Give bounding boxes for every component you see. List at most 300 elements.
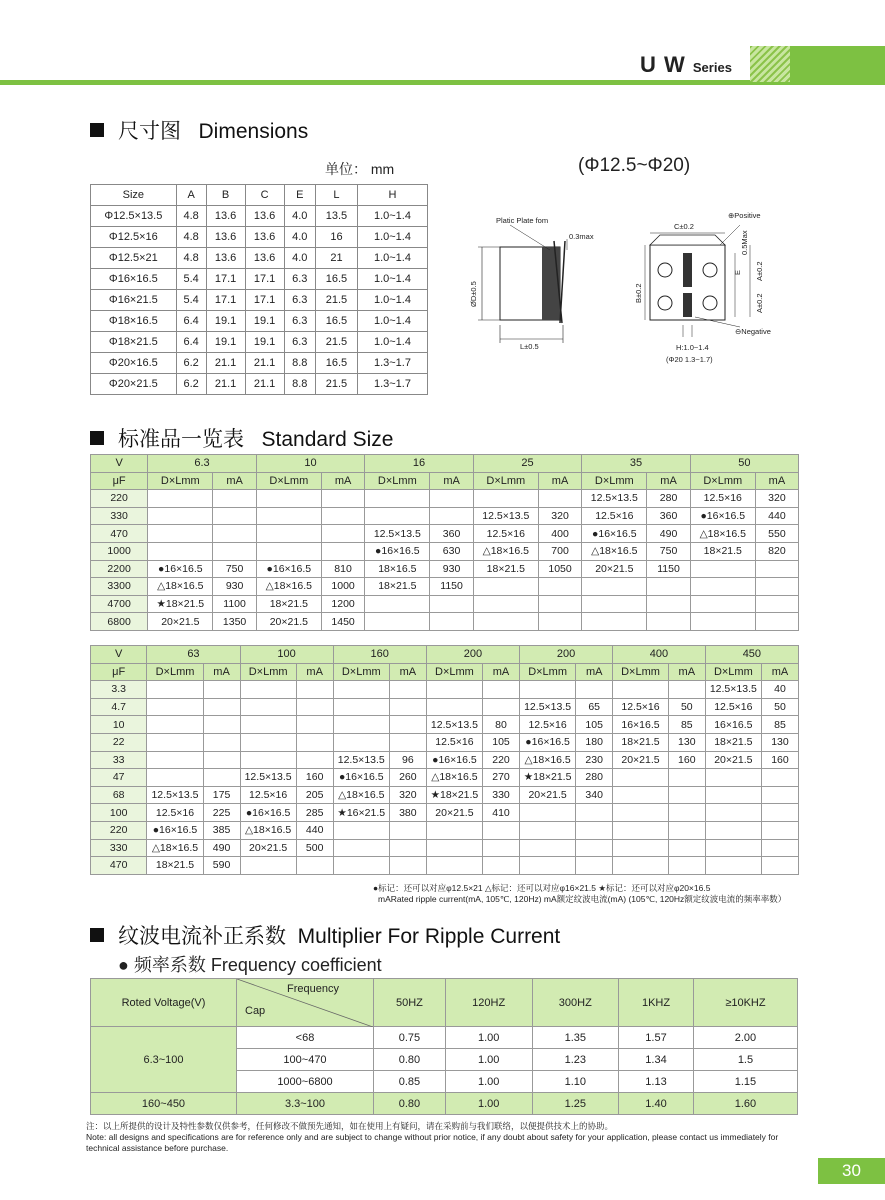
table-cell: ●16×16.5 xyxy=(365,542,430,560)
table-cell: 12.5×13.5 xyxy=(705,681,761,699)
table-cell xyxy=(668,769,705,787)
table-cell: 21.1 xyxy=(206,353,245,374)
table-cell: 2200 xyxy=(91,560,148,578)
sub-header: D×Lmm xyxy=(613,663,669,681)
table-cell xyxy=(576,681,613,699)
table-cell xyxy=(203,716,240,734)
table-cell xyxy=(647,595,690,613)
voltage-header: 400 xyxy=(613,646,706,664)
table-cell: 440 xyxy=(296,821,333,839)
table-cell: 1.0~1.4 xyxy=(357,248,427,269)
voltage-header-row xyxy=(91,646,799,664)
table-cell: 20×21.5 xyxy=(426,804,482,822)
table-cell xyxy=(148,507,213,525)
table-cell xyxy=(389,821,426,839)
table-cell: 12.5×16 xyxy=(705,698,761,716)
table-cell: 6800 xyxy=(91,613,148,631)
table-cell xyxy=(613,769,669,787)
table-cell xyxy=(321,490,364,508)
freq-header: 1KHZ xyxy=(619,979,694,1027)
table-cell: 12.5×13.5 xyxy=(147,786,203,804)
table-cell: 285 xyxy=(296,804,333,822)
table-cell: 3.3 xyxy=(91,681,147,699)
svg-text:0.5Max: 0.5Max xyxy=(740,230,749,255)
table-cell: 12.5×16 xyxy=(582,507,647,525)
table-cell xyxy=(613,821,669,839)
table-row xyxy=(91,681,799,699)
diameter-range: (Φ12.5~Φ20) xyxy=(578,155,691,176)
table-cell: 21.1 xyxy=(206,374,245,395)
table-cell xyxy=(430,490,473,508)
svg-text:⊕Positive: ⊕Positive xyxy=(728,211,761,220)
table-cell: 40 xyxy=(761,681,798,699)
table-cell xyxy=(213,525,256,543)
table-cell xyxy=(761,786,798,804)
table-row xyxy=(91,733,799,751)
table-cell: 21.1 xyxy=(245,374,284,395)
table-cell xyxy=(761,769,798,787)
table-cell: 12.5×13.5 xyxy=(426,716,482,734)
table-cell: 1.0~1.4 xyxy=(357,332,427,353)
table-cell xyxy=(668,857,705,875)
table-cell xyxy=(761,857,798,875)
table-cell xyxy=(473,613,538,631)
table-cell: 80 xyxy=(483,716,520,734)
table-cell: 85 xyxy=(761,716,798,734)
table-cell xyxy=(705,821,761,839)
table-cell: △18×16.5 xyxy=(333,786,389,804)
standard-size-table-low-voltage xyxy=(90,454,799,631)
table-cell xyxy=(519,681,575,699)
sub-header: mA xyxy=(647,472,690,490)
table-cell: ●16×16.5 xyxy=(426,751,482,769)
table-cell: 180 xyxy=(576,733,613,751)
table-cell: 490 xyxy=(647,525,690,543)
table-cell: 12.5×16 xyxy=(240,786,296,804)
standard-size-heading: 标准品一览表 Standard Size xyxy=(90,423,393,453)
table-cell xyxy=(576,804,613,822)
table-cell: 340 xyxy=(576,786,613,804)
table-cell: 8.8 xyxy=(284,353,315,374)
table-cell: 16×16.5 xyxy=(705,716,761,734)
table-cell: 20×21.5 xyxy=(582,560,647,578)
table-cell xyxy=(240,716,296,734)
table-cell xyxy=(538,613,581,631)
table-cell: 810 xyxy=(321,560,364,578)
table-cell xyxy=(705,769,761,787)
table-cell xyxy=(426,839,482,857)
table-cell xyxy=(613,857,669,875)
sub-header: D×Lmm xyxy=(426,663,482,681)
table-cell: 320 xyxy=(538,507,581,525)
table-cell xyxy=(761,821,798,839)
table-cell: △18×16.5 xyxy=(519,751,575,769)
svg-text:A±0.2: A±0.2 xyxy=(755,293,764,313)
table-cell: 1000 xyxy=(321,578,364,596)
frequency-coefficient-table: Roted Voltage(V) Frequency Cap 50HZ 120HZ 300HZ 1KHZ ≥10KHZ 6.3~100 <68 0.75 1.00 1.35 1.57 2.00 100~470 0.80 1.00 1.23 1.34 1.5 1000~6800 0.85 1.00 1.10 1.13 1.15 160~450 3.3~100 0.80 1.00 1.25 1.40 1.60 xyxy=(90,978,798,1115)
table-cell xyxy=(365,507,430,525)
table-cell xyxy=(761,804,798,822)
svg-text:(Φ20 1.3~1.7): (Φ20 1.3~1.7) xyxy=(666,355,713,364)
table-cell xyxy=(147,769,203,787)
table-cell: 4.8 xyxy=(176,248,206,269)
table-cell: ●16×16.5 xyxy=(240,804,296,822)
table-cell: ●16×16.5 xyxy=(256,560,321,578)
header-hatch xyxy=(750,46,790,82)
table-cell xyxy=(613,804,669,822)
table-cell: ●16×16.5 xyxy=(519,733,575,751)
voltage-header: 50 xyxy=(690,455,798,473)
table-cell: 17.1 xyxy=(245,290,284,311)
table-cell: 6.3 xyxy=(284,269,315,290)
table-row xyxy=(91,525,799,543)
sub-header: mA xyxy=(203,663,240,681)
table-cell xyxy=(647,613,690,631)
table-row xyxy=(91,206,428,227)
table-cell: 12.5×16 xyxy=(690,490,755,508)
sub-header: mA xyxy=(761,663,798,681)
table-cell: 750 xyxy=(647,542,690,560)
table-cell: 100 xyxy=(91,804,147,822)
sub-header: mA xyxy=(576,663,613,681)
sub-header: D×Lmm xyxy=(582,472,647,490)
table-row xyxy=(91,613,799,631)
table-cell: 12.5×13.5 xyxy=(365,525,430,543)
table-cell: 105 xyxy=(576,716,613,734)
table-cell xyxy=(483,698,520,716)
table-cell: 360 xyxy=(430,525,473,543)
sub-header: D×Lmm xyxy=(690,472,755,490)
table-cell: 330 xyxy=(91,839,147,857)
svg-text:ØD±0.5: ØD±0.5 xyxy=(469,281,478,307)
table-row xyxy=(91,716,799,734)
table-cell xyxy=(519,821,575,839)
table-cell: 22 xyxy=(91,733,147,751)
table-row xyxy=(91,769,799,787)
table-cell: 260 xyxy=(389,769,426,787)
table-cell: ★18×21.5 xyxy=(426,786,482,804)
table-cell xyxy=(296,681,333,699)
table-cell: 21.1 xyxy=(245,353,284,374)
sub-header: D×Lmm xyxy=(473,472,538,490)
table-cell xyxy=(333,716,389,734)
sub-header-row xyxy=(91,472,799,490)
table-cell xyxy=(321,507,364,525)
table-cell: 130 xyxy=(668,733,705,751)
table-cell: 1.0~1.4 xyxy=(357,227,427,248)
table-cell: ●16×16.5 xyxy=(148,560,213,578)
table-cell: 50 xyxy=(668,698,705,716)
page-number: 30 xyxy=(818,1158,885,1184)
table-cell: 13.6 xyxy=(245,206,284,227)
table-cell: 930 xyxy=(430,560,473,578)
table-cell xyxy=(690,578,755,596)
table-cell: 1000 xyxy=(91,542,148,560)
table-cell xyxy=(761,839,798,857)
table-cell: ●16×16.5 xyxy=(690,507,755,525)
table-cell: 360 xyxy=(647,507,690,525)
table-cell: 47 xyxy=(91,769,147,787)
svg-text:0.3max: 0.3max xyxy=(569,232,594,241)
table-cell: 750 xyxy=(213,560,256,578)
table-cell xyxy=(613,786,669,804)
sub-header: mA xyxy=(389,663,426,681)
svg-text:H:1.0~1.4: H:1.0~1.4 xyxy=(676,343,709,352)
table-cell xyxy=(296,716,333,734)
table-cell: 1.3~1.7 xyxy=(357,353,427,374)
table-cell: 20×21.5 xyxy=(519,786,575,804)
sub-header: D×Lmm xyxy=(256,472,321,490)
sub-header: mA xyxy=(755,472,798,490)
table-cell: 16.5 xyxy=(315,353,357,374)
sub-header: μF xyxy=(91,472,148,490)
svg-text:E: E xyxy=(733,269,742,275)
freq-header: ≥10KHZ xyxy=(693,979,797,1027)
table-cell: 18×21.5 xyxy=(365,578,430,596)
table-cell xyxy=(538,578,581,596)
table-cell: Φ18×16.5 xyxy=(91,311,177,332)
table-cell: 205 xyxy=(296,786,333,804)
table-cell xyxy=(755,578,798,596)
table-cell xyxy=(473,595,538,613)
table-cell xyxy=(365,595,430,613)
table-cell xyxy=(333,821,389,839)
table-cell xyxy=(321,525,364,543)
table-cell xyxy=(582,578,647,596)
column-header: H xyxy=(357,185,427,206)
table-cell: 225 xyxy=(203,804,240,822)
table-cell xyxy=(333,698,389,716)
table-cell: △18×16.5 xyxy=(473,542,538,560)
table-cell: Φ12.5×16 xyxy=(91,227,177,248)
table-cell: 20×21.5 xyxy=(148,613,213,631)
frequency-subheading: ● 频率系数 Frequency coefficient xyxy=(118,955,382,975)
table-cell: 470 xyxy=(91,857,147,875)
table-cell xyxy=(296,751,333,769)
table-cell: Φ20×21.5 xyxy=(91,374,177,395)
table-cell: 16 xyxy=(315,227,357,248)
table-cell: 6.3 xyxy=(284,332,315,353)
table-cell xyxy=(668,839,705,857)
table-cell: Φ16×16.5 xyxy=(91,269,177,290)
table-cell: 1.0~1.4 xyxy=(357,206,427,227)
table-row xyxy=(91,804,799,822)
table-cell: 19.1 xyxy=(206,332,245,353)
voltage-header: 200 xyxy=(519,646,612,664)
table-row xyxy=(91,290,428,311)
table-cell xyxy=(538,490,581,508)
table-cell: 160 xyxy=(296,769,333,787)
table-cell xyxy=(430,595,473,613)
table-cell: 820 xyxy=(755,542,798,560)
column-header: L xyxy=(315,185,357,206)
table-cell xyxy=(705,804,761,822)
table-cell: 12.5×16 xyxy=(519,716,575,734)
square-bullet-icon xyxy=(90,431,104,445)
marker-note: ●标记：还可以对应φ12.5×21 △标记：还可以对应φ16×21.5 ★标记：还可以对应φ20×16.5 xyxy=(373,883,711,893)
table-cell: 1050 xyxy=(538,560,581,578)
table-row xyxy=(91,578,799,596)
table-cell xyxy=(203,751,240,769)
ripple-heading: 纹波电流补正系数 Multiplier For Ripple Current xyxy=(90,920,560,950)
table-cell: 4.0 xyxy=(284,227,315,248)
voltage-group: 160~450 xyxy=(91,1093,237,1115)
table-cell xyxy=(296,733,333,751)
table-cell: 1.3~1.7 xyxy=(357,374,427,395)
table-cell: 1150 xyxy=(647,560,690,578)
sub-header: mA xyxy=(321,472,364,490)
table-cell xyxy=(240,698,296,716)
table-cell: 1.0~1.4 xyxy=(357,311,427,332)
table-row xyxy=(91,374,428,395)
table-cell: 5.4 xyxy=(176,290,206,311)
column-header: B xyxy=(206,185,245,206)
table-cell: 280 xyxy=(647,490,690,508)
table-cell: 380 xyxy=(389,804,426,822)
table-cell xyxy=(668,804,705,822)
table-cell: 4.0 xyxy=(284,248,315,269)
table-cell xyxy=(203,681,240,699)
column-header: A xyxy=(176,185,206,206)
table-cell: 930 xyxy=(213,578,256,596)
table-row xyxy=(91,821,799,839)
sub-header: D×Lmm xyxy=(519,663,575,681)
table-cell xyxy=(519,839,575,857)
table-cell: △18×16.5 xyxy=(240,821,296,839)
table-cell: 13.6 xyxy=(206,248,245,269)
table-cell: 270 xyxy=(483,769,520,787)
sub-header: D×Lmm xyxy=(333,663,389,681)
sub-header: mA xyxy=(213,472,256,490)
sub-header: D×Lmm xyxy=(365,472,430,490)
sub-header: D×Lmm xyxy=(147,663,203,681)
table-cell xyxy=(148,490,213,508)
table-cell xyxy=(256,525,321,543)
table-cell xyxy=(321,542,364,560)
table-cell xyxy=(483,839,520,857)
dimensions-table xyxy=(90,184,428,395)
table-cell: 12.5×13.5 xyxy=(333,751,389,769)
table-cell: 17.1 xyxy=(206,290,245,311)
table-cell xyxy=(147,751,203,769)
table-row xyxy=(91,857,799,875)
table-cell xyxy=(755,595,798,613)
table-cell xyxy=(333,681,389,699)
table-row xyxy=(91,353,428,374)
table-cell: 4.7 xyxy=(91,698,147,716)
table-cell: ★18×21.5 xyxy=(519,769,575,787)
table-cell: 490 xyxy=(203,839,240,857)
table-cell xyxy=(473,578,538,596)
table-cell: 4.8 xyxy=(176,206,206,227)
table-cell xyxy=(389,716,426,734)
table-cell: 6.4 xyxy=(176,311,206,332)
table-cell: Φ20×16.5 xyxy=(91,353,177,374)
svg-text:C±0.2: C±0.2 xyxy=(674,222,694,231)
table-cell: △18×16.5 xyxy=(147,839,203,857)
square-bullet-icon xyxy=(90,928,104,942)
table-cell xyxy=(576,821,613,839)
table-cell: 12.5×16 xyxy=(473,525,538,543)
table-cell xyxy=(705,839,761,857)
table-cell xyxy=(256,490,321,508)
table-cell xyxy=(690,613,755,631)
table-cell: 85 xyxy=(668,716,705,734)
table-cell: 21.5 xyxy=(315,332,357,353)
ripple-current-note: mARated ripple current(mA, 105℃, 120Hz) mA额定纹波电流(mA) (105℃, 120Hz额定纹波电流的频率率数） xyxy=(378,894,787,904)
table-cell: 220 xyxy=(483,751,520,769)
table-cell xyxy=(582,595,647,613)
table-cell xyxy=(519,857,575,875)
circle-bullet-icon: ● xyxy=(118,955,129,975)
sub-header: mA xyxy=(483,663,520,681)
column-header: C xyxy=(245,185,284,206)
table-cell: 590 xyxy=(203,857,240,875)
table-cell: 5.4 xyxy=(176,269,206,290)
voltage-header: 100 xyxy=(240,646,333,664)
sub-header: D×Lmm xyxy=(240,663,296,681)
table-cell: 440 xyxy=(755,507,798,525)
sub-header: mA xyxy=(538,472,581,490)
table-cell: Φ12.5×21 xyxy=(91,248,177,269)
table-cell: 1200 xyxy=(321,595,364,613)
table-cell xyxy=(203,733,240,751)
table-cell xyxy=(755,613,798,631)
table-cell xyxy=(296,857,333,875)
table-cell xyxy=(148,525,213,543)
table-cell: 50 xyxy=(761,698,798,716)
table-cell: 4.0 xyxy=(284,206,315,227)
table-cell: 20×21.5 xyxy=(240,839,296,857)
voltage-header: 63 xyxy=(147,646,240,664)
table-cell xyxy=(668,681,705,699)
table-cell: 16.5 xyxy=(315,311,357,332)
voltage-header: 25 xyxy=(473,455,582,473)
table-cell: 470 xyxy=(91,525,148,543)
table-cell xyxy=(147,681,203,699)
table-cell: 18×21.5 xyxy=(256,595,321,613)
table-cell: 20×21.5 xyxy=(256,613,321,631)
table-cell: 96 xyxy=(389,751,426,769)
table-cell: 16×16.5 xyxy=(613,716,669,734)
table-cell: △18×16.5 xyxy=(690,525,755,543)
table-cell: 12.5×16 xyxy=(426,733,482,751)
table-cell: 500 xyxy=(296,839,333,857)
svg-text:L±0.5: L±0.5 xyxy=(520,342,539,351)
standard-size-table-high-voltage xyxy=(90,645,799,875)
table-cell xyxy=(203,698,240,716)
column-header: Size xyxy=(91,185,177,206)
svg-text:⊖Negative: ⊖Negative xyxy=(735,327,771,336)
table-cell xyxy=(426,857,482,875)
table-cell xyxy=(473,490,538,508)
table-cell: 12.5×13.5 xyxy=(473,507,538,525)
dimensions-heading: 尺寸图 Dimensions xyxy=(90,115,308,145)
column-header: E xyxy=(284,185,315,206)
cap-frequency-header: Frequency Cap xyxy=(237,979,374,1027)
table-cell xyxy=(365,490,430,508)
table-cell xyxy=(613,681,669,699)
table-cell: 6.3 xyxy=(284,290,315,311)
table-cell: 8.8 xyxy=(284,374,315,395)
table-cell xyxy=(755,560,798,578)
table-cell xyxy=(147,733,203,751)
table-cell: 130 xyxy=(761,733,798,751)
table-row xyxy=(91,839,799,857)
voltage-header: V xyxy=(91,646,147,664)
table-cell: ★18×21.5 xyxy=(148,595,213,613)
table-cell: 18×21.5 xyxy=(690,542,755,560)
